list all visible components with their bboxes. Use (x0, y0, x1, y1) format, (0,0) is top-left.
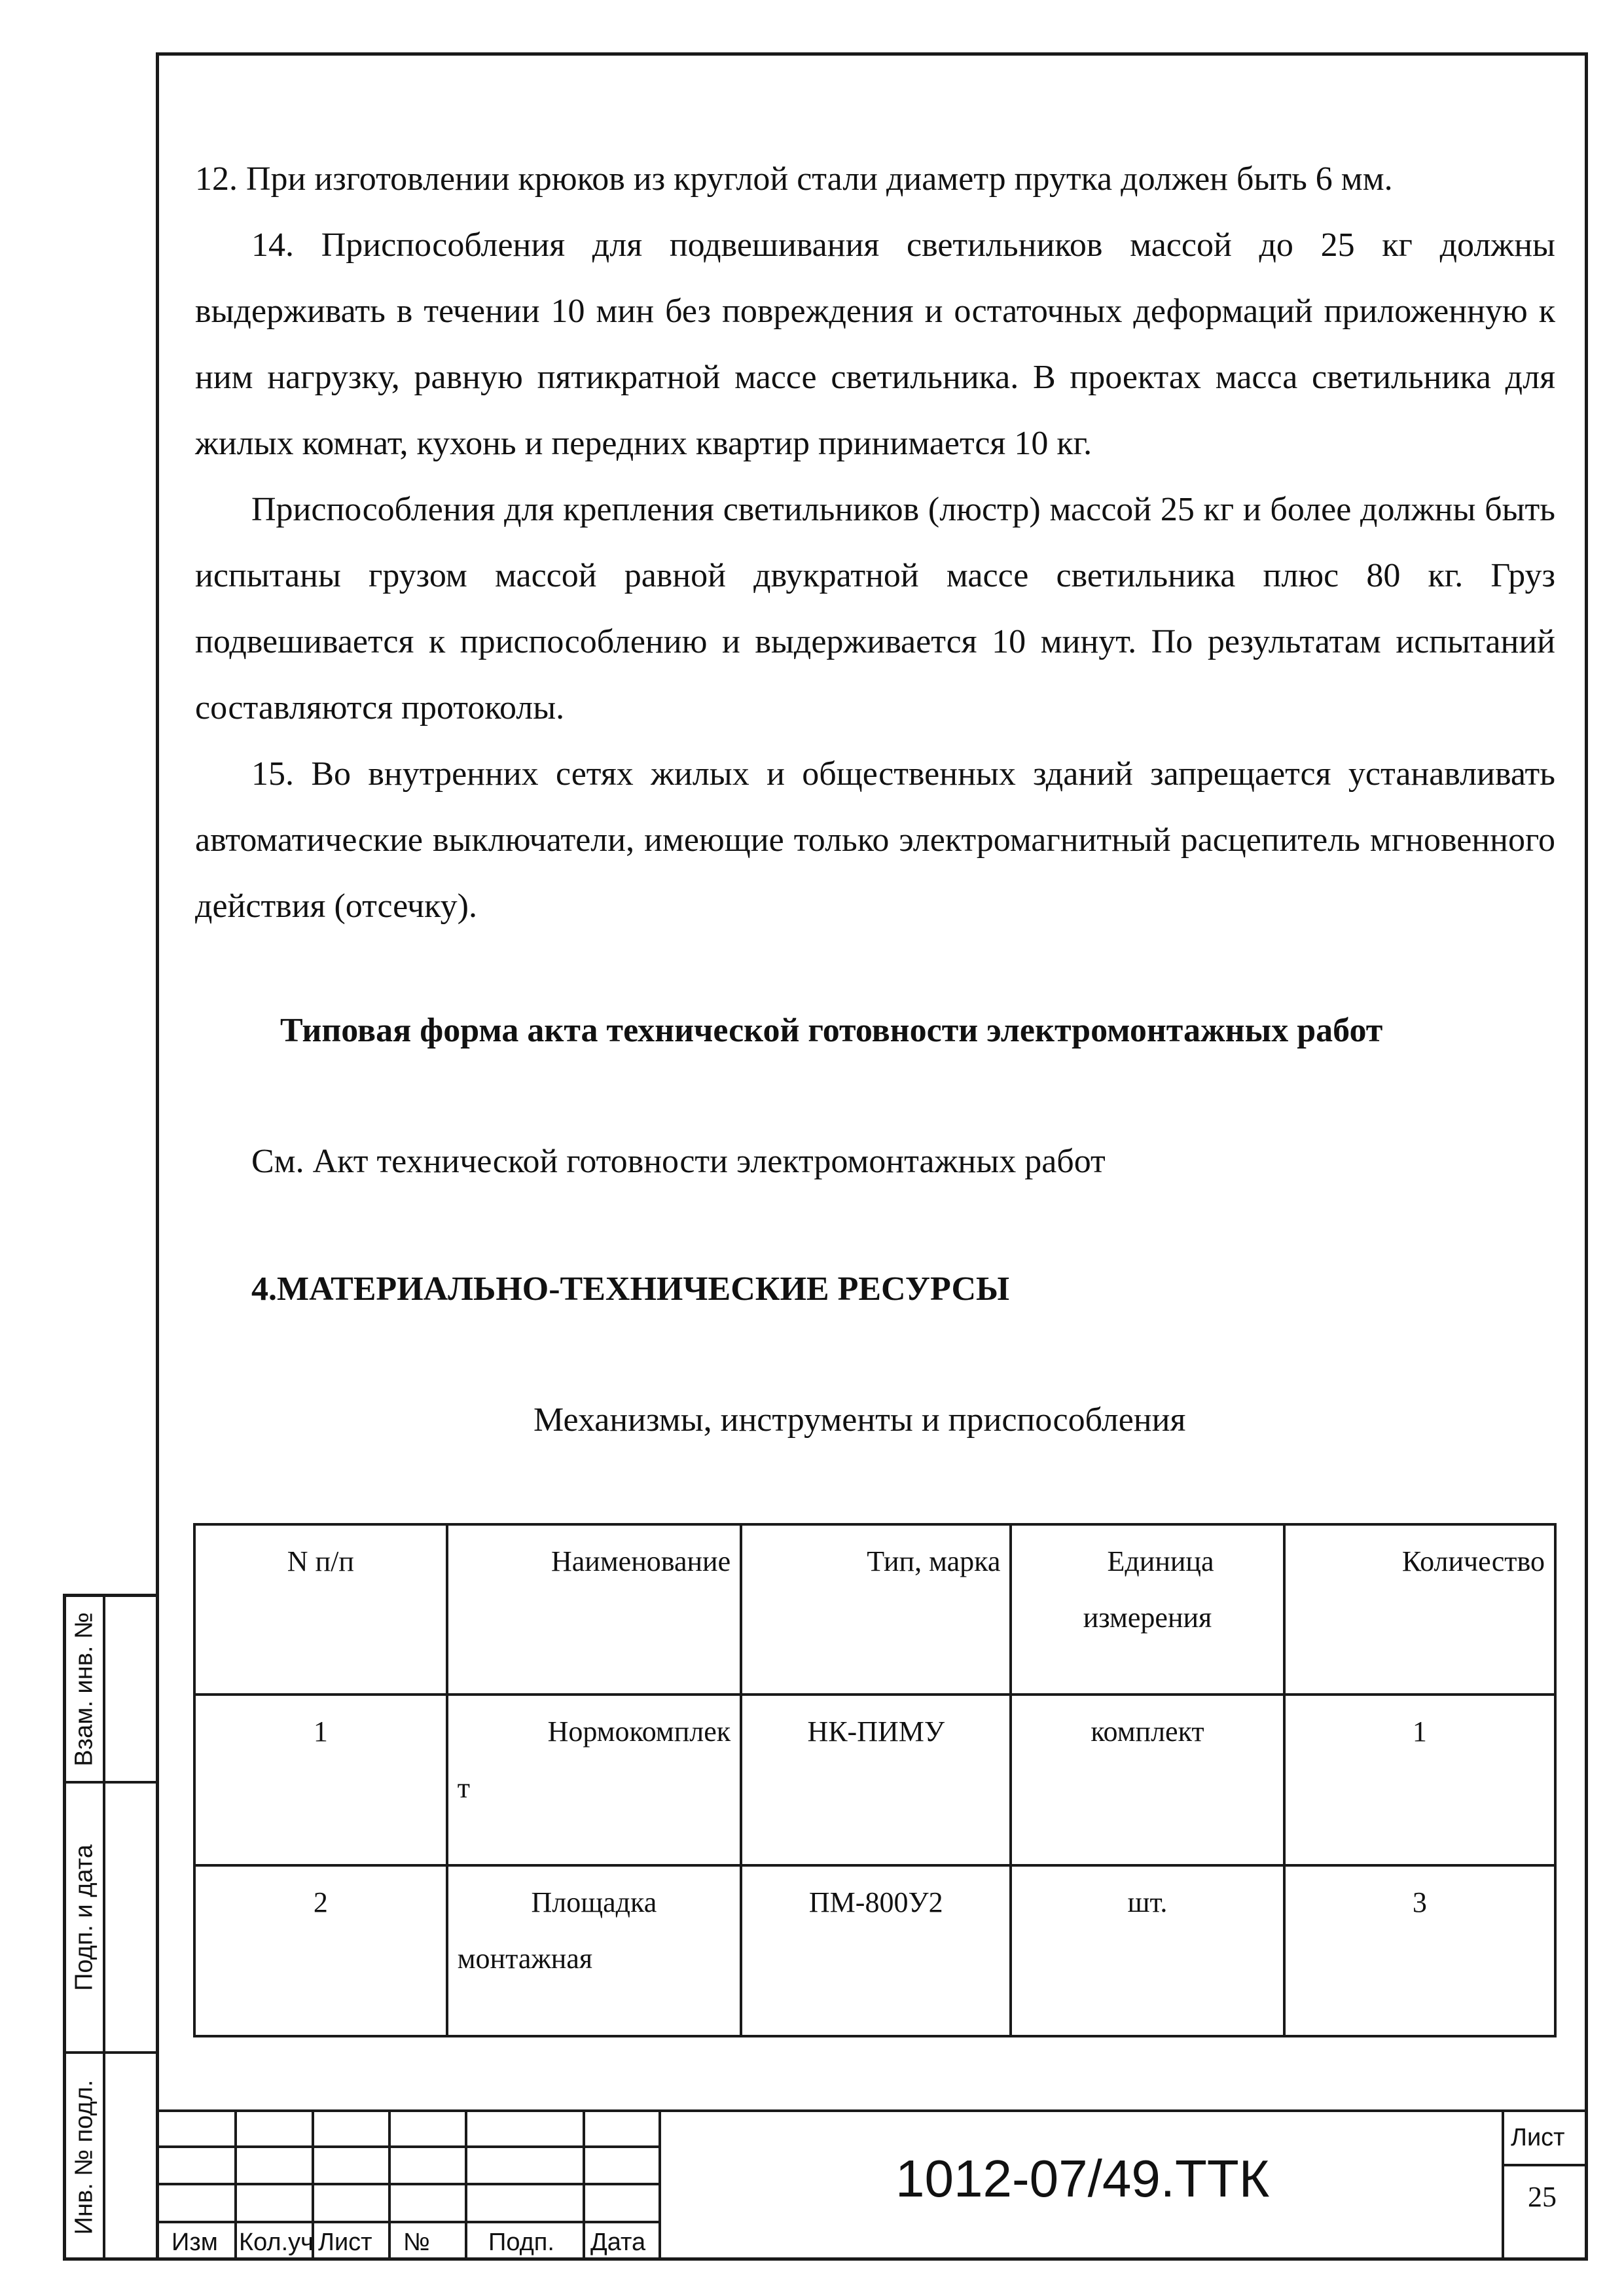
row1-num: 1 (194, 1695, 447, 1865)
table-caption: Механизмы, инструменты и приспособления (533, 1401, 1186, 1439)
row2-qty: 3 (1284, 1865, 1555, 2036)
row1-type: НК-ПИМУ (741, 1695, 1011, 1865)
row1-name-line2: т (457, 1772, 470, 1804)
sheet-number: 25 (1528, 2181, 1557, 2213)
side-cell-middle (66, 1784, 156, 2054)
stamp-col-data: Дата (590, 2229, 646, 2256)
row1-unit: комплект (1011, 1695, 1284, 1865)
section-heading: 4.МАТЕРИАЛЬНО-ТЕХНИЧЕСКИЕ РЕСУРСЫ (251, 1270, 1010, 1308)
stamp-col-list: Лист (318, 2229, 372, 2256)
row2-num: 2 (194, 1865, 447, 2036)
row2-name-line1: Площадка (531, 1886, 657, 1918)
header-name: Наименование (447, 1524, 741, 1695)
form-reference: См. Акт технической готовности электромонтажных работ (251, 1143, 1106, 1180)
resources-table (193, 1523, 1557, 2037)
paragraph-15: 15. Во внутренних сетях жилых и общественных зданий запрещается устанавливать автоматические выключатели, имеющие только электромагнитный расцепитель мгновенного действия (отсечку). (195, 755, 1555, 925)
document-number: 1012-07/49.ТТК (895, 2149, 1270, 2208)
row1-name (447, 1695, 741, 1865)
paragraph-14b: Приспособления для крепления светильников (люстр) массой 25 кг и более должны быть испытаны грузом массой равной двукратной массе светильника плюс 80 кг. Груз подвешивается к приспособлению и выдерживается 10 минут. По результатам испытаний составляются протоколы. (195, 491, 1555, 726)
table-row (194, 1695, 1555, 1865)
row1-qty: 1 (1284, 1695, 1555, 1865)
row2-name (447, 1865, 741, 2036)
side-label-inv: Инв. № подл. (70, 2079, 98, 2235)
sheet-label: Лист (1511, 2124, 1565, 2151)
paragraph-12: 12. При изготовлении крюков из круглой стали диаметр прутка должен быть 6 мм. (195, 160, 1393, 198)
header-type: Тип, марка (741, 1524, 1011, 1695)
side-cell-top (66, 1597, 156, 1784)
header-num: N п/п (194, 1524, 447, 1695)
stamp-col-podp: Подп. (488, 2229, 554, 2256)
row1-name-line1: Нормокомплек (547, 1715, 731, 1748)
side-label-podp: Подп. и дата (70, 1844, 98, 1991)
body-text (195, 146, 1555, 939)
header-unit-line1: Единица (1107, 1545, 1214, 1577)
row2-type: ПМ-800У2 (741, 1865, 1011, 2036)
side-label-vzam: Взам. инв. № (70, 1611, 98, 1767)
table-row (194, 1865, 1555, 2036)
form-heading: Типовая форма акта технической готовности электромонтажных работ (280, 1012, 1383, 1049)
header-qty: Количество (1284, 1524, 1555, 1695)
header-unit (1011, 1524, 1284, 1695)
stamp-col-kolvo: Кол.уч (239, 2229, 314, 2256)
row2-unit: шт. (1011, 1865, 1284, 2036)
stamp-col-izm: Изм (171, 2229, 218, 2256)
stamp-col-num: № (403, 2229, 430, 2256)
row2-name-line2: монтажная (457, 1943, 593, 1975)
paragraph-14: 14. Приспособления для подвешивания светильников массой до 25 кг должны выдерживать в течении 10 мин без повреждения и остаточных деформаций приложенную к ним нагрузку, равную пятикратной массе светильника. В проектах масса светильника для жилых комнат, кухонь и передних квартир принимается 10 кг. (195, 226, 1555, 462)
side-strip (63, 1594, 156, 2261)
header-unit-line2: измерения (1083, 1602, 1212, 1634)
side-cell-bottom (66, 2054, 156, 2261)
table-header-row (194, 1524, 1555, 1695)
title-block (156, 2109, 1588, 2261)
